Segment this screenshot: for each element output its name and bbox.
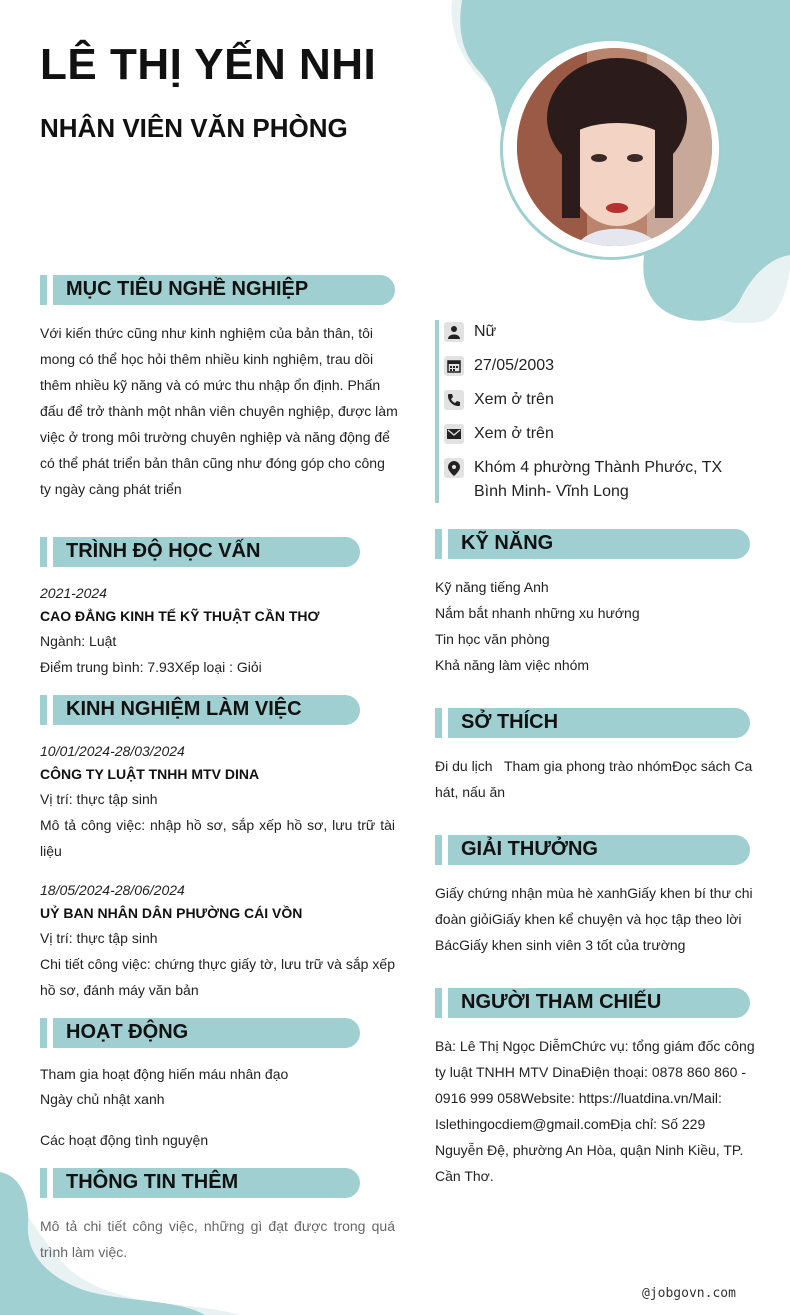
- section-activities-title: HOẠT ĐỘNG: [66, 1021, 189, 1043]
- contact-email-value: Xem ở trên: [474, 425, 554, 442]
- objective-line: Với kiến thức cũng như kinh nghiệm của bản thân, tôi: [40, 325, 374, 341]
- objective-line: đấu để trở thành một nhân viên chuyên nghiệp, được làm: [40, 403, 398, 419]
- contact-birthday-value: 27/05/2003: [474, 357, 555, 374]
- education-school: CAO ĐẲNG KINH TẾ KỸ THUẬT CẦN THƠ: [40, 608, 320, 624]
- section-activities-header: [40, 1018, 360, 1048]
- section-references-title: NGƯỜI THAM CHIẾU: [461, 991, 662, 1013]
- objective-line: thêm nhiều kỹ năng và có mức thu nhập ổn định. Phấn: [40, 377, 381, 393]
- references-line: 0916 999 058Website: https://luatdina.vn/Mail:: [435, 1090, 722, 1106]
- activity-item: Ngày chủ nhật xanh: [40, 1091, 165, 1107]
- section-awards-header: [435, 835, 750, 865]
- job-description: Mô tả công việc: nhập hồ sơ, sắp xếp hồ sơ, lưu trữ tài liệu: [40, 817, 395, 859]
- contact-phone-value: Xem ở trên: [474, 391, 554, 408]
- awards-line: Giấy chứng nhận mùa hè xanhGiấy khen bí thư chi: [435, 885, 753, 901]
- hobbies-line: hát, nấu ăn: [435, 784, 506, 800]
- objective-text: [40, 320, 400, 502]
- mail-icon: [444, 424, 464, 444]
- education-date: 2021-2024: [40, 585, 107, 601]
- education-major: Ngành: Luật: [40, 633, 117, 649]
- more-info-text: Mô tả chi tiết công việc, những gì đạt được trong quá trình làm việc.: [40, 1218, 395, 1260]
- awards-line: BácGiấy khen sinh viên 3 tốt của trường: [435, 937, 686, 953]
- job-description: Chi tiết công việc: chứng thực giấy tờ, lưu trữ và sắp xếp hồ sơ, đánh máy văn bản: [40, 956, 395, 998]
- avatar: [517, 48, 712, 246]
- section-education-header: [40, 537, 360, 567]
- job-company: CÔNG TY LUẬT TNHH MTV DINA: [40, 766, 260, 782]
- objective-line: ty ngày càng phát triển: [40, 481, 182, 497]
- section-experience-header: [40, 695, 360, 725]
- section-references-header: [435, 988, 750, 1018]
- references-line: Nguyễn Đệ, phường An Hòa, quận Ninh Kiều, TP.: [435, 1142, 744, 1158]
- objective-line: việc ở trong môi trường chuyên nghiệp và năng động để: [40, 429, 390, 445]
- section-education-title: TRÌNH ĐỘ HỌC VẤN: [66, 540, 261, 562]
- hobbies-line: Đi du lịch Tham gia phong trào nhómĐọc sách Ca: [435, 758, 753, 774]
- references-line: ty luật TNHH MTV DinaĐiện thoại: 0878 860 860 -: [435, 1064, 747, 1080]
- section-objective-header: [40, 275, 395, 305]
- references-line: Cần Thơ.: [435, 1168, 494, 1184]
- footer-watermark: @jobgovn.com: [642, 1286, 736, 1301]
- calendar-icon: [444, 356, 464, 376]
- activity-item: Tham gia hoạt động hiến máu nhân đạo: [40, 1066, 289, 1082]
- job-date: 18/05/2024-28/06/2024: [40, 882, 185, 898]
- skill-item: Tin học văn phòng: [435, 631, 550, 647]
- phone-icon: [444, 390, 464, 410]
- job-position: Vị trí: thực tập sinh: [40, 791, 158, 807]
- section-hobbies-title: SỞ THÍCH: [461, 711, 559, 733]
- person-icon: [444, 322, 464, 342]
- education-gpa: Điểm trung bình: 7.93Xếp loại : Giỏi: [40, 659, 262, 675]
- job-date: 10/01/2024-28/03/2024: [40, 743, 185, 759]
- objective-line: mong có thể học hỏi thêm nhiều kinh nghiệm, trau dồi: [40, 351, 374, 367]
- references-line: Islethingocdiem@gmail.comĐịa chỉ: Số 229: [435, 1116, 706, 1132]
- contact-gender-value: Nữ: [474, 323, 497, 340]
- section-awards-title: GIẢI THƯỞNG: [461, 838, 598, 860]
- job-title: NHÂN VIÊN VĂN PHÒNG: [40, 113, 348, 143]
- activity-item: Các hoạt động tình nguyện: [40, 1132, 209, 1148]
- job-company: UỶ BAN NHÂN DÂN PHƯỜNG CÁI VỒN: [40, 905, 303, 921]
- skill-item: Nắm bắt nhanh những xu hướng: [435, 605, 640, 621]
- section-more-info-title: THÔNG TIN THÊM: [66, 1171, 239, 1193]
- section-objective-title: MỤC TIÊU NGHỀ NGHIỆP: [66, 278, 309, 300]
- section-skills-title: KỸ NĂNG: [461, 532, 554, 554]
- skill-item: Khả năng làm việc nhóm: [435, 657, 590, 673]
- section-experience-title: KINH NGHIỆM LÀM VIỆC: [66, 698, 302, 720]
- section-skills-header: [435, 529, 750, 559]
- references-line: Bà: Lê Thị Ngọc DiễmChức vụ: tổng giám đốc công: [435, 1038, 755, 1054]
- contact-address-value: Khóm 4 phường Thành Phước, TX Bình Minh- Vĩnh Long: [474, 459, 723, 500]
- job-position: Vị trí: thực tập sinh: [40, 930, 158, 946]
- location-pin-icon: [444, 458, 464, 478]
- awards-line: đoàn giỏiGiấy khen kể chuyện và học tập theo lời: [435, 911, 742, 927]
- contact-divider: [435, 320, 439, 503]
- objective-line: có thể phát triển bản thân cũng như đóng góp cho công: [40, 455, 385, 471]
- candidate-name: LÊ THỊ YẾN NHI: [40, 40, 377, 89]
- section-hobbies-header: [435, 708, 750, 738]
- section-more-info-header: [40, 1168, 360, 1198]
- skill-item: Kỹ năng tiếng Anh: [435, 579, 549, 595]
